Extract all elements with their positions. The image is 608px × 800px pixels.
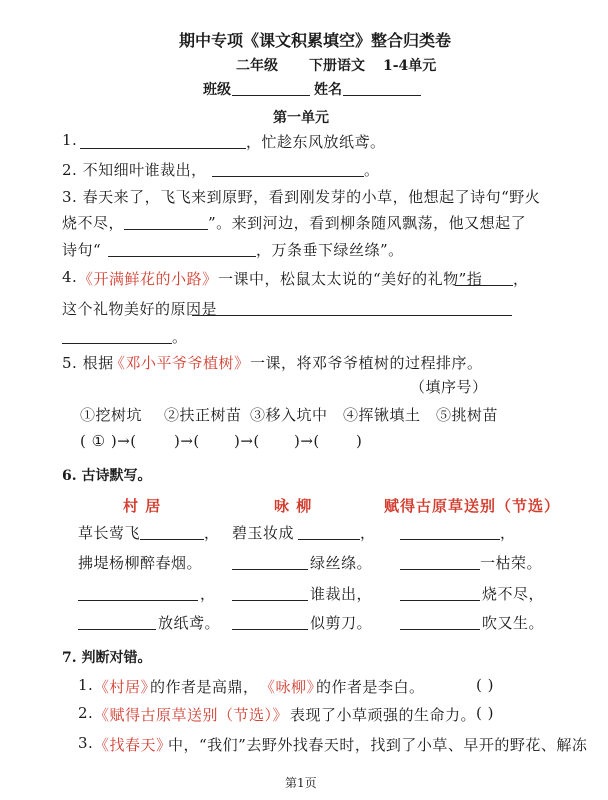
q7-heading: 7. 判断对错。 [62,650,152,666]
page-number: 第1页 [285,776,317,790]
q5-step-4: ④挥锹填土 [343,406,421,424]
q5-book-title: 《邓小平爷爷植树》 [110,354,250,372]
q5-note: （填序号） [410,378,488,396]
q2-text: 2. 不知细叶谁裁出， [62,161,207,179]
q1-number: 1. [62,131,78,149]
q3-blank1[interactable] [124,229,208,230]
q3-line1: 3. 春天来了，飞飞来到原野，看到刚发芽的小草，他想起了诗句“野火 [62,188,541,206]
q7-s2-number: 2. [78,704,94,722]
q4-blank2[interactable] [192,315,512,316]
poem2-line2: 绿丝绦。 [310,554,373,572]
grade-label: 二年级 [236,58,278,74]
q7-s3-number: 3. [78,734,94,752]
poem2-comma: ， [360,524,376,542]
poem3-line3: 烧不尽， [482,585,545,603]
q4-book-title: 《开满鲜花的小路》 [78,270,218,288]
poem2-line3: 谁裁出， [310,585,373,603]
q3-blank2[interactable] [108,256,256,257]
poem2-line4: 似剪刀。 [310,614,373,632]
poem3-line4: 吹又生。 [482,614,545,632]
q5-seq-1: ( ① )→( [80,432,137,450]
q7-s2-book1: 《赋得古原草送别（节选）》 [94,706,289,724]
q5-seq-3[interactable]: )→( [234,432,260,450]
q7-s1-text1: 的作者是高鼎， [150,678,259,696]
q5-seq-5[interactable]: ) [356,432,363,450]
q1-blank[interactable] [80,148,246,149]
q7-s2-text1: 表现了小草顽强的生命力。 [290,706,477,724]
poem-title-fude: 赋得古原草送别（节选） [384,497,561,515]
poem1-comma2: ， [200,585,216,603]
q7-s1-answer[interactable]: ( ) [476,676,494,694]
q5-step-5: ⑤挑树苗 [436,406,499,424]
poem1-blank1[interactable] [140,539,204,540]
q1-text: ，忙趁东风放纸鸢。 [246,133,386,151]
poem-title-cunju: 村 居 [123,497,162,515]
class-label: 班级 [203,82,231,98]
q5-seq-4[interactable]: )→( [294,432,320,450]
q7-s3-text1: 中，“我们”去野外找春天时，找到了小草、早开的野花、解冻 [168,736,588,754]
q5-step-1: ①挖树坑 [80,406,143,424]
poem1-blank4[interactable] [78,629,156,630]
q7-s1-book2: 《咏柳》 [260,678,323,696]
q7-s2-answer[interactable]: ( ) [476,704,494,722]
q3-line3-tail: ，万条垂下绿丝绦”。 [256,241,404,259]
poem3-blank3[interactable] [400,600,480,601]
q2-end: 。 [364,161,380,179]
poem3-line2: 一枯荣。 [480,554,543,572]
poem1-line1: 草长莺飞 [78,524,141,542]
q5-seq-2[interactable]: )→( [174,432,200,450]
q6-heading: 6. 古诗默写。 [62,468,152,484]
q5-head: 5. 根据 [62,354,114,372]
q4-number: 4. [62,268,78,286]
q3-line2-head: 烧不尽， [62,214,125,232]
q3-line3-head: 诗句“ [62,241,102,259]
q3-line2-tail: ”。来到河边，看到柳条随风飘荡，他又想起了 [208,214,527,232]
book-label: 下册语文 [309,58,365,74]
poem-title-yongliu: 咏 柳 [274,497,313,515]
poem2-blank4[interactable] [232,629,308,630]
poem1-line2: 拂堤杨柳醉春烟。 [78,554,203,572]
poem2-blank2[interactable] [232,569,308,570]
q4-end: 。 [172,328,188,346]
name-label: 姓名 [314,82,342,98]
q7-s1-number: 1. [78,676,94,694]
poem1-comma: ， [204,524,220,542]
unit1-heading: 第一单元 [273,110,329,126]
poem2-blank1[interactable] [298,539,360,540]
q7-s3-book1: 《找春天》 [94,736,172,754]
poem3-blank4[interactable] [400,629,480,630]
q4-blank3[interactable] [62,343,172,344]
poem3-blank2[interactable] [400,569,480,570]
q7-s1-book1: 《村居》 [94,678,157,696]
q4-line1-end: ， [513,270,529,288]
q7-s1-text2: 的作者是李白。 [316,678,425,696]
q2-blank[interactable] [212,176,364,177]
page-title: 期中专项《课文积累填空》整合归类卷 [179,31,452,50]
poem3-comma: ， [500,524,516,542]
q4-line1: 一课中，松鼠太太说的“美好的礼物”指 [218,270,483,288]
poem3-blank1[interactable] [400,539,500,540]
units-label: 1-4单元 [383,58,437,74]
q5-text: 一课，将邓爷爷植树的过程排序。 [250,354,483,372]
poem1-blank3[interactable] [78,600,198,601]
poem2-blank3[interactable] [232,600,308,601]
q5-step-3: ③移入坑中 [250,406,328,424]
class-blank[interactable] [232,95,310,96]
poem2-line1: 碧玉妆成 [232,524,295,542]
poem1-line4: 放纸鸢。 [158,614,221,632]
name-blank[interactable] [343,95,421,96]
q4-blank1[interactable] [455,285,513,286]
q4-line2: 这个礼物美好的原因是 [62,300,218,318]
q5-step-2: ②扶正树苗 [164,406,242,424]
